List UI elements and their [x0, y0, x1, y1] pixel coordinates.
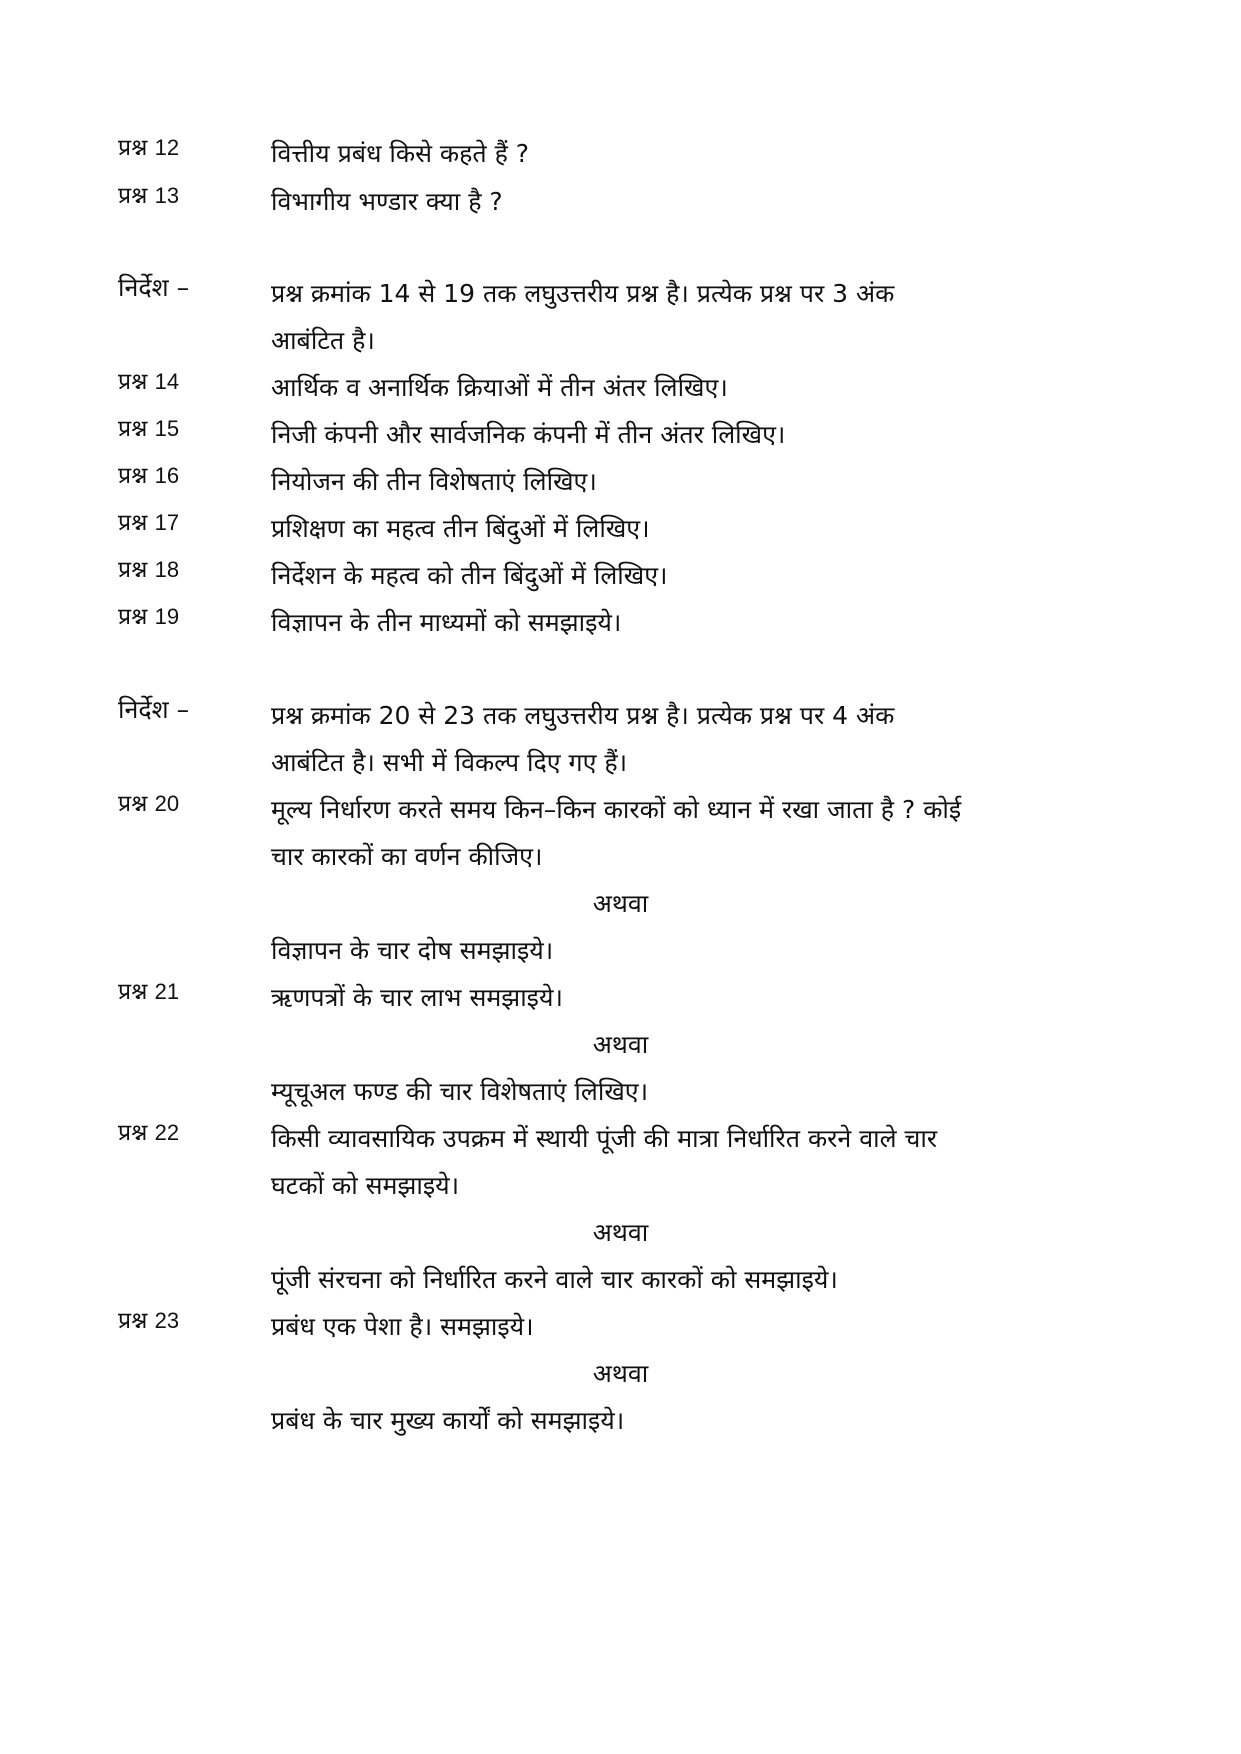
question-14 [0, 362, 1241, 414]
or-separator: अथवा [592, 1030, 649, 1059]
question-label: प्रश्न 12 [118, 135, 180, 161]
or-separator: अथवा [592, 1359, 649, 1388]
question-text: विभागीय भण्डार क्या है ? [271, 187, 503, 216]
question-13 [0, 176, 1241, 228]
question-15 [0, 409, 1241, 461]
question-text: वित्तीय प्रबंध किसे कहते हैं ? [271, 139, 530, 168]
alternative-question: प्रबंध के चार मुख्य कार्यों को समझाइये। [271, 1406, 625, 1435]
question-16 [0, 456, 1241, 508]
question-23 [0, 1301, 1241, 1353]
or-separator: अथवा [592, 889, 649, 918]
question-label: प्रश्न 18 [118, 557, 180, 583]
alternative-question: पूंजी संरचना को निर्धारित करने वाले चार कारकों को समझाइये। [271, 1265, 838, 1294]
question-label: प्रश्न 13 [118, 183, 180, 209]
alternative-question: विज्ञापन के चार दोष समझाइये। [271, 936, 554, 965]
question-20 [0, 784, 1241, 836]
question-label: प्रश्न 15 [118, 416, 180, 442]
question-text: आर्थिक व अनार्थिक क्रियाओं में तीन अंतर लिखिए। [271, 373, 728, 402]
question-text-line2: घटकों को समझाइये। [271, 1171, 460, 1200]
question-12 [0, 128, 1241, 180]
question-text-line1: मूल्य निर्धारण करते समय किन–किन कारकों को ध्यान में रखा जाता है ? कोई [271, 795, 962, 824]
direction-text-line1: प्रश्न क्रमांक 14 से 19 तक लघुउत्तरीय प्रश्न है। प्रत्येक प्रश्न पर 3 अंक [271, 279, 895, 308]
direction-text-line2: आबंटित है। सभी में विकल्प दिए गए हैं। [271, 748, 628, 777]
question-text-line2: चार कारकों का वर्णन कीजिए। [271, 842, 543, 871]
direction-label: निर्देश – [118, 695, 190, 724]
direction-2 [0, 690, 1241, 742]
question-17 [0, 503, 1241, 555]
question-text: प्रशिक्षण का महत्व तीन बिंदुओं में लिखिए। [271, 514, 650, 543]
direction-label: निर्देश – [118, 273, 190, 302]
question-label: प्रश्न 14 [118, 369, 180, 395]
question-label: प्रश्न 16 [118, 463, 180, 489]
question-label: प्रश्न 20 [118, 791, 180, 817]
direction-text-line1: प्रश्न क्रमांक 20 से 23 तक लघुउत्तरीय प्रश्न है। प्रत्येक प्रश्न पर 4 अंक [271, 701, 895, 730]
question-text: प्रबंध एक पेशा है। समझाइये। [271, 1312, 534, 1341]
direction-text-line2: आबंटित है। [271, 326, 375, 355]
or-separator: अथवा [592, 1218, 649, 1247]
question-text: निर्देशन के महत्व को तीन बिंदुओं में लिखिए। [271, 561, 668, 590]
question-text: निजी कंपनी और सार्वजनिक कंपनी में तीन अंतर लिखिए। [271, 420, 786, 449]
question-22 [0, 1113, 1241, 1165]
question-text: विज्ञापन के तीन माध्यमों को समझाइये। [271, 608, 622, 637]
question-21 [0, 972, 1241, 1024]
alternative-question: म्यूचूअल फण्ड की चार विशेषताएं लिखिए। [271, 1077, 649, 1106]
question-18 [0, 550, 1241, 602]
question-text: नियोजन की तीन विशेषताएं लिखिए। [271, 467, 597, 496]
question-text-line1: किसी व्यावसायिक उपक्रम में स्थायी पूंजी की मात्रा निर्धारित करने वाले चार [271, 1124, 938, 1153]
question-label: प्रश्न 22 [118, 1120, 180, 1146]
question-label: प्रश्न 23 [118, 1308, 180, 1334]
question-label: प्रश्न 21 [118, 979, 180, 1005]
question-19 [0, 597, 1241, 649]
question-text: ऋणपत्रों के चार लाभ समझाइये। [271, 983, 563, 1012]
question-label: प्रश्न 17 [118, 510, 180, 536]
direction-1 [0, 268, 1241, 320]
question-label: प्रश्न 19 [118, 604, 180, 630]
